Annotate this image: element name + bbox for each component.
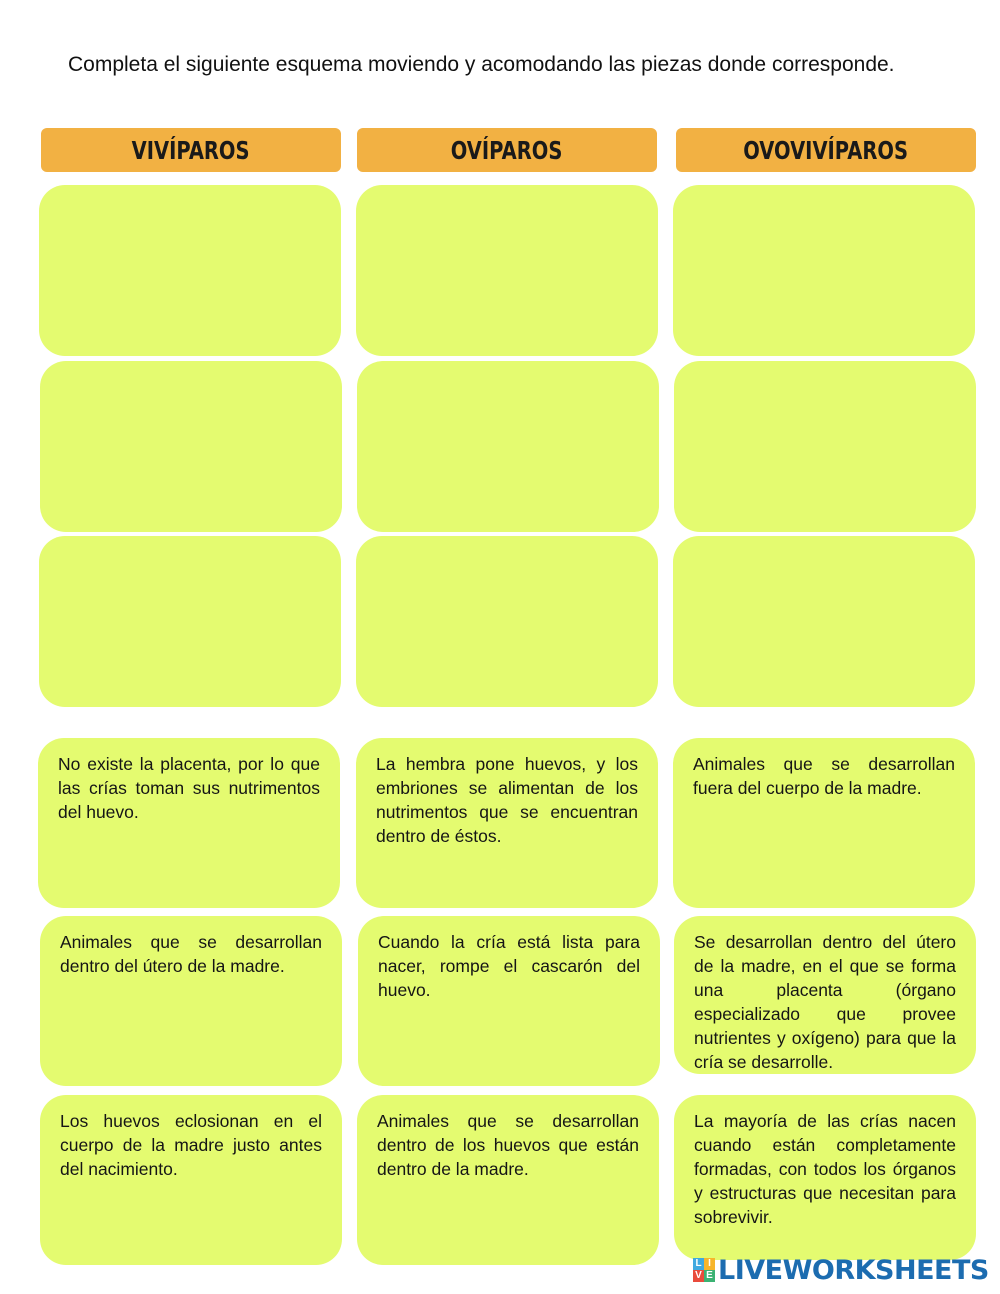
drop-slot-viviparos-3[interactable]: [39, 536, 341, 707]
header-label: OVOVIVÍPAROS: [743, 135, 909, 165]
instructions-text: Completa el siguiente esquema moviendo y acomodando las piezas donde corresponde.: [68, 53, 895, 76]
drop-slot-ovoviviparos-3[interactable]: [673, 536, 975, 707]
drop-slot-ovoviviparos-1[interactable]: [673, 185, 975, 356]
drop-slot-oviparos-2[interactable]: [357, 361, 659, 532]
drop-slot-ovoviviparos-2[interactable]: [674, 361, 976, 532]
header-label: VIVÍPAROS: [132, 135, 250, 165]
logo-mark-letter: L: [693, 1258, 704, 1270]
header-oviparos: [357, 128, 657, 172]
liveworksheets-logo: [693, 1253, 989, 1287]
draggable-piece[interactable]: Animales que se desarrollan dentro del útero de la madre.: [40, 916, 342, 1086]
draggable-piece[interactable]: La mayoría de las crías nacen cuando están completamente formadas, con todos los órganos y estructuras que necesitan para sobrevivir.: [674, 1095, 976, 1260]
draggable-piece[interactable]: No existe la placenta, por lo que las crías toman sus nutrimentos del huevo.: [38, 738, 340, 908]
logo-mark-letter: V: [693, 1270, 704, 1282]
drop-slot-oviparos-3[interactable]: [356, 536, 658, 707]
draggable-piece[interactable]: La hembra pone huevos, y los embriones se alimentan de los nutrimentos que se encuentran dentro de éstos.: [356, 738, 658, 908]
logo-mark-letter: E: [704, 1270, 715, 1282]
draggable-piece[interactable]: Cuando la cría está lista para nacer, rompe el cascarón del huevo.: [358, 916, 660, 1086]
header-label: OVÍPAROS: [451, 135, 563, 165]
draggable-piece[interactable]: Animales que se desarrollan fuera del cuerpo de la madre.: [673, 738, 975, 908]
logo-text: LIVEWORKSHEETS: [718, 1254, 989, 1286]
drop-slot-oviparos-1[interactable]: [356, 185, 658, 356]
draggable-piece[interactable]: Los huevos eclosionan en el cuerpo de la madre justo antes del nacimiento.: [40, 1095, 342, 1265]
header-viviparos: [41, 128, 341, 172]
header-ovoviviparos: [676, 128, 976, 172]
logo-mark-icon: [693, 1258, 715, 1282]
draggable-piece[interactable]: Animales que se desarrollan dentro de los huevos que están dentro de la madre.: [357, 1095, 659, 1265]
logo-mark-letter: I: [704, 1258, 715, 1270]
drop-slot-viviparos-1[interactable]: [39, 185, 341, 356]
draggable-piece[interactable]: Se desarrollan dentro del útero de la madre, en el que se forma una placenta (órgano especializado que provee nutrientes y oxígeno) para que la cría se desarrolle.: [674, 916, 976, 1074]
drop-slot-viviparos-2[interactable]: [40, 361, 342, 532]
